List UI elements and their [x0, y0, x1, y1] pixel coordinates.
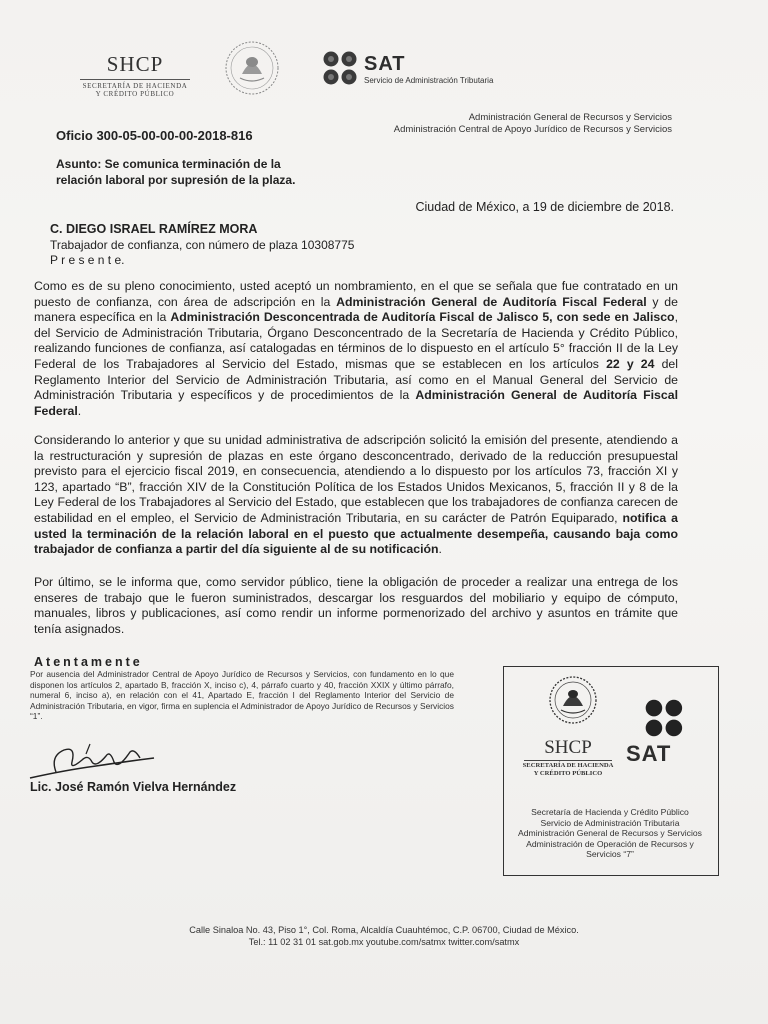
footer-address: Calle Sinaloa No. 43, Piso 1°, Col. Roma, Alcaldía Cuauhtémoc, C.P. 06700, Ciudad de México. — [189, 925, 579, 935]
stamp-sat-dots-icon — [644, 697, 686, 739]
administration-line-1: Administración General de Recursos y Servicios — [468, 112, 672, 123]
footer-contacts: Tel.: 11 02 31 01 sat.gob.mx youtube.com/satmx twitter.com/satmx — [248, 937, 520, 947]
text-run: , del Servicio de Administración Tributaria, Órgano Desconcentrado de la Secretaría de Hacienda y Crédito Público, realizando funciones de confianza, así catalogadas en términos de lo dispuesto en el artículo 5° fracción II de la Ley Federal de los Trabajadores al Servicio del Estado, mismas que se establecen en los artículos — [34, 310, 678, 371]
text-run: . — [77, 403, 82, 418]
text-run: Como es de su pleno conocimiento, usted aceptó un nombramiento, en el que se señala que fue contratado en un puesto de confianza, con área de adscripción en la — [34, 279, 678, 309]
text-run: del Reglamento Interior del Servicio de Administración Tributaria, así como en el Manual General del Servicio de Administración Tributaria y específicos y de procedimientos de la — [34, 356, 678, 403]
subject-line: Asunto: Se comunica terminación de la relación laboral por supresión de la plaza. — [56, 157, 296, 187]
closing-atentamente: Atentamente — [34, 655, 143, 669]
bold-text-run: Administración Desconcentrada de Auditoría Fiscal de Jalisco 5, con sede en Jalisco — [170, 310, 675, 325]
stamp-shcp-logo — [518, 737, 618, 777]
stamp-line: Servicio de Administración Tributaria — [540, 817, 680, 828]
bold-text-run: Administración General de Auditoría Fiscal Federal — [336, 294, 647, 309]
stamp-national-seal-icon — [548, 675, 598, 725]
stamp-shcp-word: SHCP — [544, 737, 592, 758]
shcp-logo-word: SHCP — [106, 52, 164, 76]
footer — [0, 924, 768, 948]
recipient-name: C. DIEGO ISRAEL RAMÍREZ MORA — [50, 222, 258, 236]
shcp-logo-rule — [80, 79, 190, 80]
paragraph-2 — [34, 433, 678, 558]
stamp-shcp-sub-2: Y CRÉDITO PÚBLICO — [533, 769, 603, 777]
stamp-line: Servicios “7” — [586, 849, 634, 860]
stamp-shcp-rule — [524, 760, 612, 761]
shcp-logo — [76, 52, 194, 98]
paragraph-1 — [34, 279, 678, 419]
stamp-line: Administración de Operación de Recursos y — [526, 838, 694, 849]
signer-name: Lic. José Ramón Vielva Hernández — [30, 780, 237, 794]
bold-text-run: Administración General de Auditoría Fiscal Federal — [34, 388, 678, 418]
shcp-logo-subtitle-1: SECRETARÍA DE HACIENDA — [82, 82, 188, 90]
substitution-note: Por ausencia del Administrador Central de Apoyo Jurídico de Recursos y Servicios, con fundamento en lo que disponen los artículos 2, apartado B, fracción X, inciso c), 4, párrafo cuarto y 40, fracción XXIX y último párrafo, numeral 6, inciso a), en relación con el 41, Apartado E, fracción I del Reglamento Interior del Servicio de Administración Tributaria, en vigor, firma en suplencia el Administrador de Apoyo Jurídico de Recursos y Servicios “1”. — [30, 669, 454, 722]
shcp-logo-subtitle-2: Y CRÉDITO PÚBLICO — [95, 90, 175, 98]
sat-logo-word: SAT — [364, 53, 406, 75]
stamp-shcp-sub-1: SECRETARÍA DE HACIENDA — [522, 762, 614, 769]
stamp-line: Secretaría de Hacienda y Crédito Público — [531, 807, 689, 817]
text-run: y de manera específica en la — [34, 294, 678, 325]
stamp-sat-word: SAT — [626, 741, 672, 766]
sat-logo — [322, 50, 522, 90]
oficio-number: Oficio 300-05-00-00-00-2018-816 — [56, 128, 253, 143]
bold-text-run: notifica a usted la terminación de la relación laboral en el puesto que actualmente desempeña, causando baja como trabajador de confianza a partir del día siguiente al de su notificación — [34, 510, 678, 557]
administration-line-2: Administración Central de Apoyo Jurídico de Recursos y Servicios — [393, 124, 672, 135]
text-run: Considerando lo anterior y que su unidad administrativa de adscripción solicitó la emisión del presente, atendiendo a la restructuración y supresión de plazas en este órgano desconcentrado, derivado de la reducción presupuestal previsto para el ejercicio fiscal 2019, en consecuencia, atendiendo a lo dispuesto por los artículos 73, fracción XI y 123, apartado “B”, fracción XIV de la Constitución Política de los Estados Unidos Mexicanos, 5, fracción II y 8 de la Ley Federal de los Trabajadores al Servicio del Estado, que establecen que los trabajadores de confianza carecen de estabilidad en el empleo, el Servicio de Administración Tributaria, en su carácter de Patrón Equiparado, — [34, 433, 678, 525]
sat-logo-subtitle: Servicio de Administración Tributaria — [364, 76, 494, 85]
stamp-line: Administración General de Recursos y Servicios — [518, 828, 702, 839]
national-seal-icon — [222, 40, 282, 96]
bold-text-run: 22 y 24 — [606, 356, 655, 371]
stamp-text — [510, 807, 710, 860]
official-stamp — [503, 666, 719, 876]
sat-dots-icon — [322, 50, 360, 86]
text-run: Por último, se le informa que, como servidor público, tiene la obligación de proceder a realizar una entrega de los enseres de trabajo que le fueron suministrados, descargar los resguardos del mobiliario y equipo de cómputo, manuales, libros y publicaciones, así como rendir un informe pormenorizado del archivo y asuntos en trámite que tenía asignados. — [34, 575, 678, 636]
paragraph-3 — [34, 575, 678, 637]
recipient-position: Trabajador de confianza, con número de plaza 10308775 — [50, 238, 355, 252]
recipient-presente: P r e s e n t e. — [50, 253, 125, 267]
administration-header — [394, 112, 672, 136]
handwritten-signature — [26, 736, 166, 786]
letter-date: Ciudad de México, a 19 de diciembre de 2018. — [415, 200, 674, 214]
text-run: . — [438, 542, 442, 557]
